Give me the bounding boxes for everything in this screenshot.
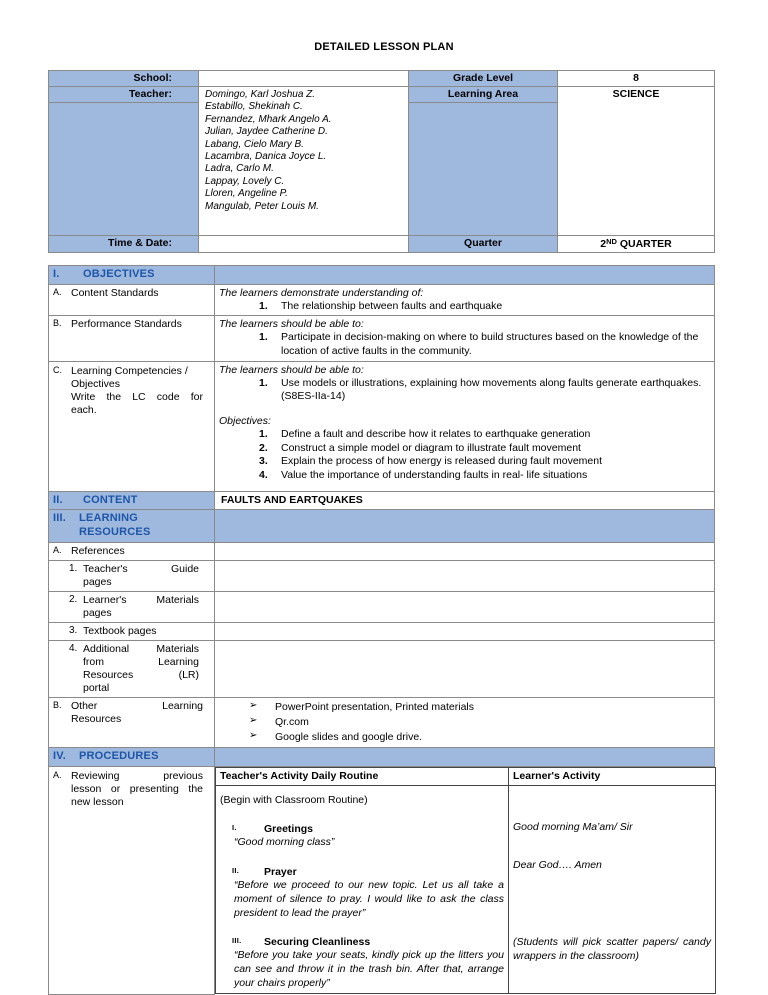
learner-activity-header: Learner's Activity [509,767,716,785]
section-title: PROCEDURES [79,750,159,763]
item-label-line1: Learner's Materials [83,593,199,606]
list-item [249,700,710,715]
performance-standards-value[interactable] [215,316,715,361]
learning-area-value-cell[interactable] [558,87,715,236]
performance-standards-intro: The learners should be able to: [219,318,364,331]
item-label-line2: pages [83,606,112,619]
learning-area-label-spacer [409,103,558,236]
table-row-learners-materials [49,591,715,622]
time-date-label: Time & Date: [49,236,199,253]
table-row-objectives-header [49,266,715,285]
table-row-content-standards [49,284,715,316]
row-label-text [71,770,203,809]
item-label-line4: portal [83,681,110,694]
grade-level-label: Grade Level [409,71,558,87]
content-standards-intro: The learners demonstrate understanding of: [219,286,424,299]
objectives-subheading: Objectives: [219,415,271,428]
teacher-activity-body[interactable] [216,785,509,993]
list-item-text: PowerPoint presentation, Printed materials [275,700,475,713]
routine-item-prayer [220,866,504,921]
quarter-ordinal-suffix: ND [606,237,617,247]
teacher-name: Mangulab, Peter Louis M. [205,200,319,212]
teacher-name: Lloren, Angeline P. [205,188,288,200]
teacher-name: Domingo, Karl Joshua Z. [205,89,316,101]
routine-item-cleanliness [220,936,504,991]
list-item: Participate in decision-making on where to build structures based on the knowledge of the location of active faults in the community. [281,331,699,358]
quarter-label: Quarter [409,236,558,253]
teacher-name: Lacambra, Danica Joyce L. [205,150,327,162]
label-line1: Learning Competencies / [71,364,188,377]
row-label-line2: Resources [71,712,122,725]
arrow-bullet-icon: ➢ [249,730,258,742]
list-item [249,730,710,745]
section-title-line1: LEARNING [79,512,139,525]
section-objectives-heading [49,266,215,285]
row-label-text: Content Standards [71,286,159,299]
table-row-performance-standards [49,316,715,361]
content-standards-value[interactable] [215,284,715,316]
teacher-name: Labang, Cielo Mary B. [205,138,304,150]
section-learning-resources-heading [49,510,215,542]
list-item: The relationship between faults and earthquake [281,299,503,312]
lesson-plan-table [48,265,715,994]
teachers-guide-value[interactable] [215,560,715,591]
learning-area-value: SCIENCE [612,88,660,101]
arrow-bullet-icon: ➢ [249,714,258,726]
learning-competencies-value[interactable] [215,361,715,491]
other-resources-label [49,697,215,748]
references-value[interactable] [215,542,715,560]
item-label-line2: pages [83,575,112,588]
other-resources-value[interactable] [215,697,715,748]
row-letter: A. [53,286,62,297]
row-letter: B. [53,318,62,329]
content-standards-list [219,300,710,314]
label-line3: Write the LC code for [71,390,203,403]
item-number: 4. [69,642,78,654]
table-row-other-resources [49,697,715,748]
quarter-number: 2 [600,238,607,251]
section-roman: IV. [53,750,67,763]
references-label [49,542,215,560]
teacher-name: Fernandez, Mhark Angelo A. [205,113,332,125]
table-row-reviewing-lesson [49,766,715,994]
school-label: School: [49,71,199,87]
table-row-references [49,542,715,560]
learning-area-label: Learning Area [409,87,558,103]
row-letter: C. [53,364,62,375]
section-roman: III. [53,512,67,525]
label-line2: lesson or presenting the [71,782,203,795]
item-label-line3: Resources (LR) [83,668,199,681]
routine-title: Securing Cleanliness [264,936,371,949]
row-letter: A. [53,769,62,780]
routine-numeral: I. [232,822,237,832]
section-objectives-blank [215,266,715,285]
teacher-name: Lappay, Lovely C. [205,175,285,187]
list-item: Define a fault and describe how it relates to earthquake generation [281,428,591,441]
routine-title: Prayer [264,865,297,878]
table-row-teachers-guide [49,560,715,591]
section-procedures-heading [49,748,215,767]
item-label-line1: Textbook pages [83,624,157,637]
row-label-line1: Other Learning [71,699,203,712]
teacher-activity-header: Teacher's Activity Daily Routine [216,767,509,785]
item-label-line1: Additional Materials [83,642,199,655]
teacher-name: Julian, Jaydee Catherine D. [205,126,328,138]
routine-quote: “Good morning class” [234,836,335,848]
page-title: DETAILED LESSON PLAN [314,41,454,53]
row-label-text: Performance Standards [71,318,182,331]
routine-title: Greetings [264,822,314,835]
time-date-value[interactable] [199,236,409,253]
additional-materials-value[interactable] [215,640,715,697]
activity-table [215,767,716,994]
quarter-word: QUARTER [616,238,672,251]
list-item: Use models or illustrations, explaining how movements along faults generate earthquakes. (S8ES-IIa-14) [281,376,702,403]
table-row-school [49,71,715,87]
section-roman: I. [53,268,60,281]
routine-quote: “Before you take your seats, kindly pick up the litters you can see and throw it in the trash bin. After that, arrange your chairs properly” [234,949,504,990]
teachers-guide-label [49,560,215,591]
row-letter: B. [53,699,62,710]
learner-response: Dear God…. Amen [513,858,602,871]
teacher-names-list[interactable] [199,87,409,236]
label-line2: Objectives [71,377,121,390]
learners-materials-label [49,591,215,622]
section-procedures-blank [215,748,715,767]
learner-activity-body[interactable] [509,785,716,993]
section-content-heading [49,491,215,510]
arrow-bullet-icon: ➢ [249,699,258,711]
list-item-text: Google slides and google drive. [275,731,423,744]
section-learning-resources-blank [215,510,715,542]
school-value[interactable] [199,71,409,87]
teacher-label-spacer [49,103,199,236]
routine-quote: “Before we proceed to our new topic. Let us all take a moment of silence to pray. I would like to ask the class president to lead the prayer” [234,878,504,919]
procedures-inner-table-cell [215,766,715,994]
content-value[interactable]: FAULTS AND EARTQUAKES [215,491,715,510]
list-item: Value the importance of understanding faults in real- life situations [281,469,588,481]
table-row-time-date [49,236,715,253]
classroom-routine-intro: (Begin with Classroom Routine) [220,793,368,806]
learning-competencies-label [49,361,215,491]
list-item: Construct a simple model or diagram to illustrate fault movement [281,441,581,454]
table-row-learning-competencies [49,361,715,491]
learner-response: Good morning Ma’am/ Sir [513,820,633,833]
section-title: CONTENT [83,493,138,506]
list-item-text: Qr.com [275,715,309,728]
list-item: Explain the process of how energy is released during fault movement [281,455,603,468]
table-row-procedures-header [49,748,715,767]
learners-materials-value[interactable] [215,591,715,622]
table-row-activity-headers [216,767,716,785]
objectives-list [219,428,710,483]
item-number: 2. [69,593,78,605]
row-label-text [71,365,203,417]
section-roman: II. [53,493,63,506]
content-standards-label [49,284,215,316]
item-label-line1: Teacher's Guide [83,562,199,575]
other-resources-list [219,700,710,746]
grade-level-value[interactable]: 8 [558,71,715,87]
competencies-intro: The learners should be able to: [219,363,364,376]
teacher-name: Ladra, Carlo M. [205,163,274,175]
performance-standards-label [49,316,215,361]
section-title-line2: RESOURCES [79,525,151,538]
competencies-list [219,377,710,404]
learner-response: (Students will pick scatter papers/ candy wrappers in the classroom) [513,935,711,962]
item-number: 1. [69,562,78,574]
table-row-additional-materials [49,640,715,697]
table-row-textbook-pages [49,622,715,640]
item-number: 3. [69,624,78,636]
table-row-learning-resources-header [49,510,715,542]
label-line1: Reviewing previous [71,769,203,782]
additional-materials-label [49,640,215,697]
routine-item-greetings [220,823,504,850]
label-line3: new lesson [71,795,124,808]
routine-numeral: II. [232,865,240,875]
row-label-text: References [71,544,125,557]
textbook-pages-label [49,622,215,640]
table-row-teacher [49,87,715,103]
performance-standards-list [219,331,710,358]
table-row-activity-body [216,785,716,993]
table-row-content-header [49,491,715,510]
list-item [249,715,710,730]
school-info-table [48,70,715,253]
teacher-label: Teacher: [49,87,199,103]
routine-numeral: III. [232,936,242,946]
reviewing-lesson-label [49,766,215,994]
textbook-pages-value[interactable] [215,622,715,640]
quarter-value[interactable] [558,236,715,253]
item-label-line2: from Learning [83,655,199,668]
teacher-name: Estabillo, Shekinah C. [205,101,303,113]
label-line4: each. [71,403,97,416]
section-title: OBJECTIVES [83,268,155,281]
row-letter: A. [53,544,62,555]
